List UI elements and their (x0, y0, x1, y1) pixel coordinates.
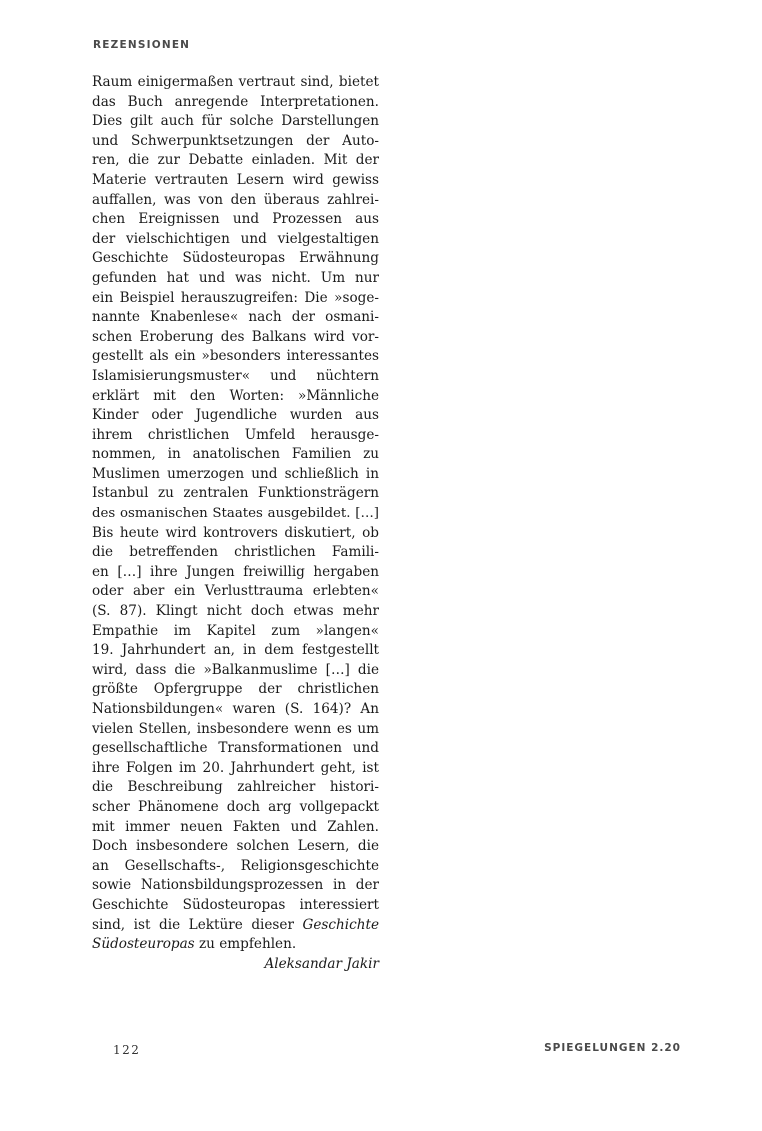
text-line: 19. Jahrhundert an, in dem festgestellt (92, 642, 379, 659)
text-line: Bis heute wird kontrovers diskutiert, ob (92, 524, 379, 541)
text-line: (S. 87). Klingt nicht doch etwas mehr (92, 603, 379, 620)
text-line: nannte Knabenlese« nach der osmani- (92, 309, 379, 326)
text-line: schen Eroberung des Balkans wird vor- (92, 328, 379, 345)
text-line: wird, dass die »Balkanmuslime […] die (92, 661, 379, 678)
text-line: Raum einigermaßen vertraut sind, bietet (92, 74, 379, 90)
text-line: auffallen, was von den überaus zahlrei- (92, 191, 379, 208)
text-line: gefunden hat und was nicht. Um nur (92, 269, 379, 286)
text-line: Dies gilt auch für solche Darstellungen (92, 113, 379, 130)
text-line: der vielschichtigen und vielgestaltigen (92, 230, 379, 247)
section-label: REZENSIONEN (93, 39, 191, 51)
text-line: en […] ihre Jungen freiwillig hergaben (92, 563, 379, 580)
text-line: Nationsbildungen« waren (S. 164)? An (92, 701, 379, 717)
text-line: gesellschaftliche Transformationen und (92, 740, 379, 757)
text-line: die betreffenden christlichen Famili- (92, 544, 379, 561)
text-segment: sind, ist die Lektüre dieser (92, 916, 303, 933)
text-line (92, 935, 379, 955)
text-line: Doch insbesondere solchen Lesern, die (92, 838, 379, 855)
text-line: die Beschreibung zahlreicher histori- (92, 779, 379, 796)
text-line: das Buch anregende Interpretationen. (92, 93, 379, 110)
text-line: Istanbul zu zentralen Funktionsträgern (92, 485, 379, 502)
text-line: nommen, in anatolischen Familien zu (92, 446, 379, 463)
text-line: scher Phänomene doch arg vollgepackt (92, 798, 379, 815)
text-line: ihre Folgen im 20. Jahrhundert geht, ist (92, 759, 379, 776)
book-title-italic: Geschichte (302, 916, 379, 933)
journal-name: SPIEGELUNGEN 2.20 (544, 1042, 681, 1054)
text-line: ein Beispiel herauszugreifen: Die »soge- (92, 289, 379, 306)
page-number: 122 (113, 1043, 141, 1057)
text-line: oder aber ein Verlusttrauma erlebten« (92, 583, 379, 600)
text-line: und Schwerpunktsetzungen der Auto- (92, 132, 379, 149)
text-line: Kinder oder Jugendliche wurden aus (92, 407, 379, 424)
text-line: Empathie im Kapitel zum »langen« (92, 622, 379, 639)
text-line: Geschichte Südosteuropas interessiert (92, 896, 379, 913)
text-line: an Gesellschafts-, Religionsgeschichte (92, 857, 379, 874)
text-line: ihrem christlichen Umfeld herausge- (92, 426, 379, 443)
text-line: des osmanischen Staates ausgebildet. […] (92, 506, 379, 522)
text-line: ren, die zur Debatte einladen. Mit der (92, 152, 379, 169)
text-line: vielen Stellen, insbesondere wenn es um (92, 720, 379, 737)
text-line: größte Opfergruppe der christlichen (92, 681, 379, 698)
text-line: sowie Nationsbildungsprozessen in der (92, 877, 379, 894)
text-line (92, 916, 379, 936)
text-line: Muslimen umerzogen und schließlich in (92, 465, 379, 482)
author-signature: Aleksandar Jakir (264, 955, 379, 972)
review-text-column (92, 73, 379, 974)
text-line: mit immer neuen Fakten und Zahlen. (92, 818, 379, 835)
text-line: Geschichte Südosteuropas Erwähnung (92, 250, 379, 267)
text-line: erklärt mit den Worten: »Männliche (92, 387, 379, 404)
text-segment: zu empfehlen. (194, 936, 297, 953)
text-line: chen Ereignissen und Prozessen aus (92, 211, 379, 228)
text-line: Materie vertrauten Lesern wird gewiss (92, 171, 379, 188)
text-line: gestellt als ein »besonders interessantes (92, 348, 379, 365)
book-title-italic: Südosteuropas (92, 936, 195, 953)
text-line: Islamisierungsmuster« und nüchtern (92, 367, 379, 384)
